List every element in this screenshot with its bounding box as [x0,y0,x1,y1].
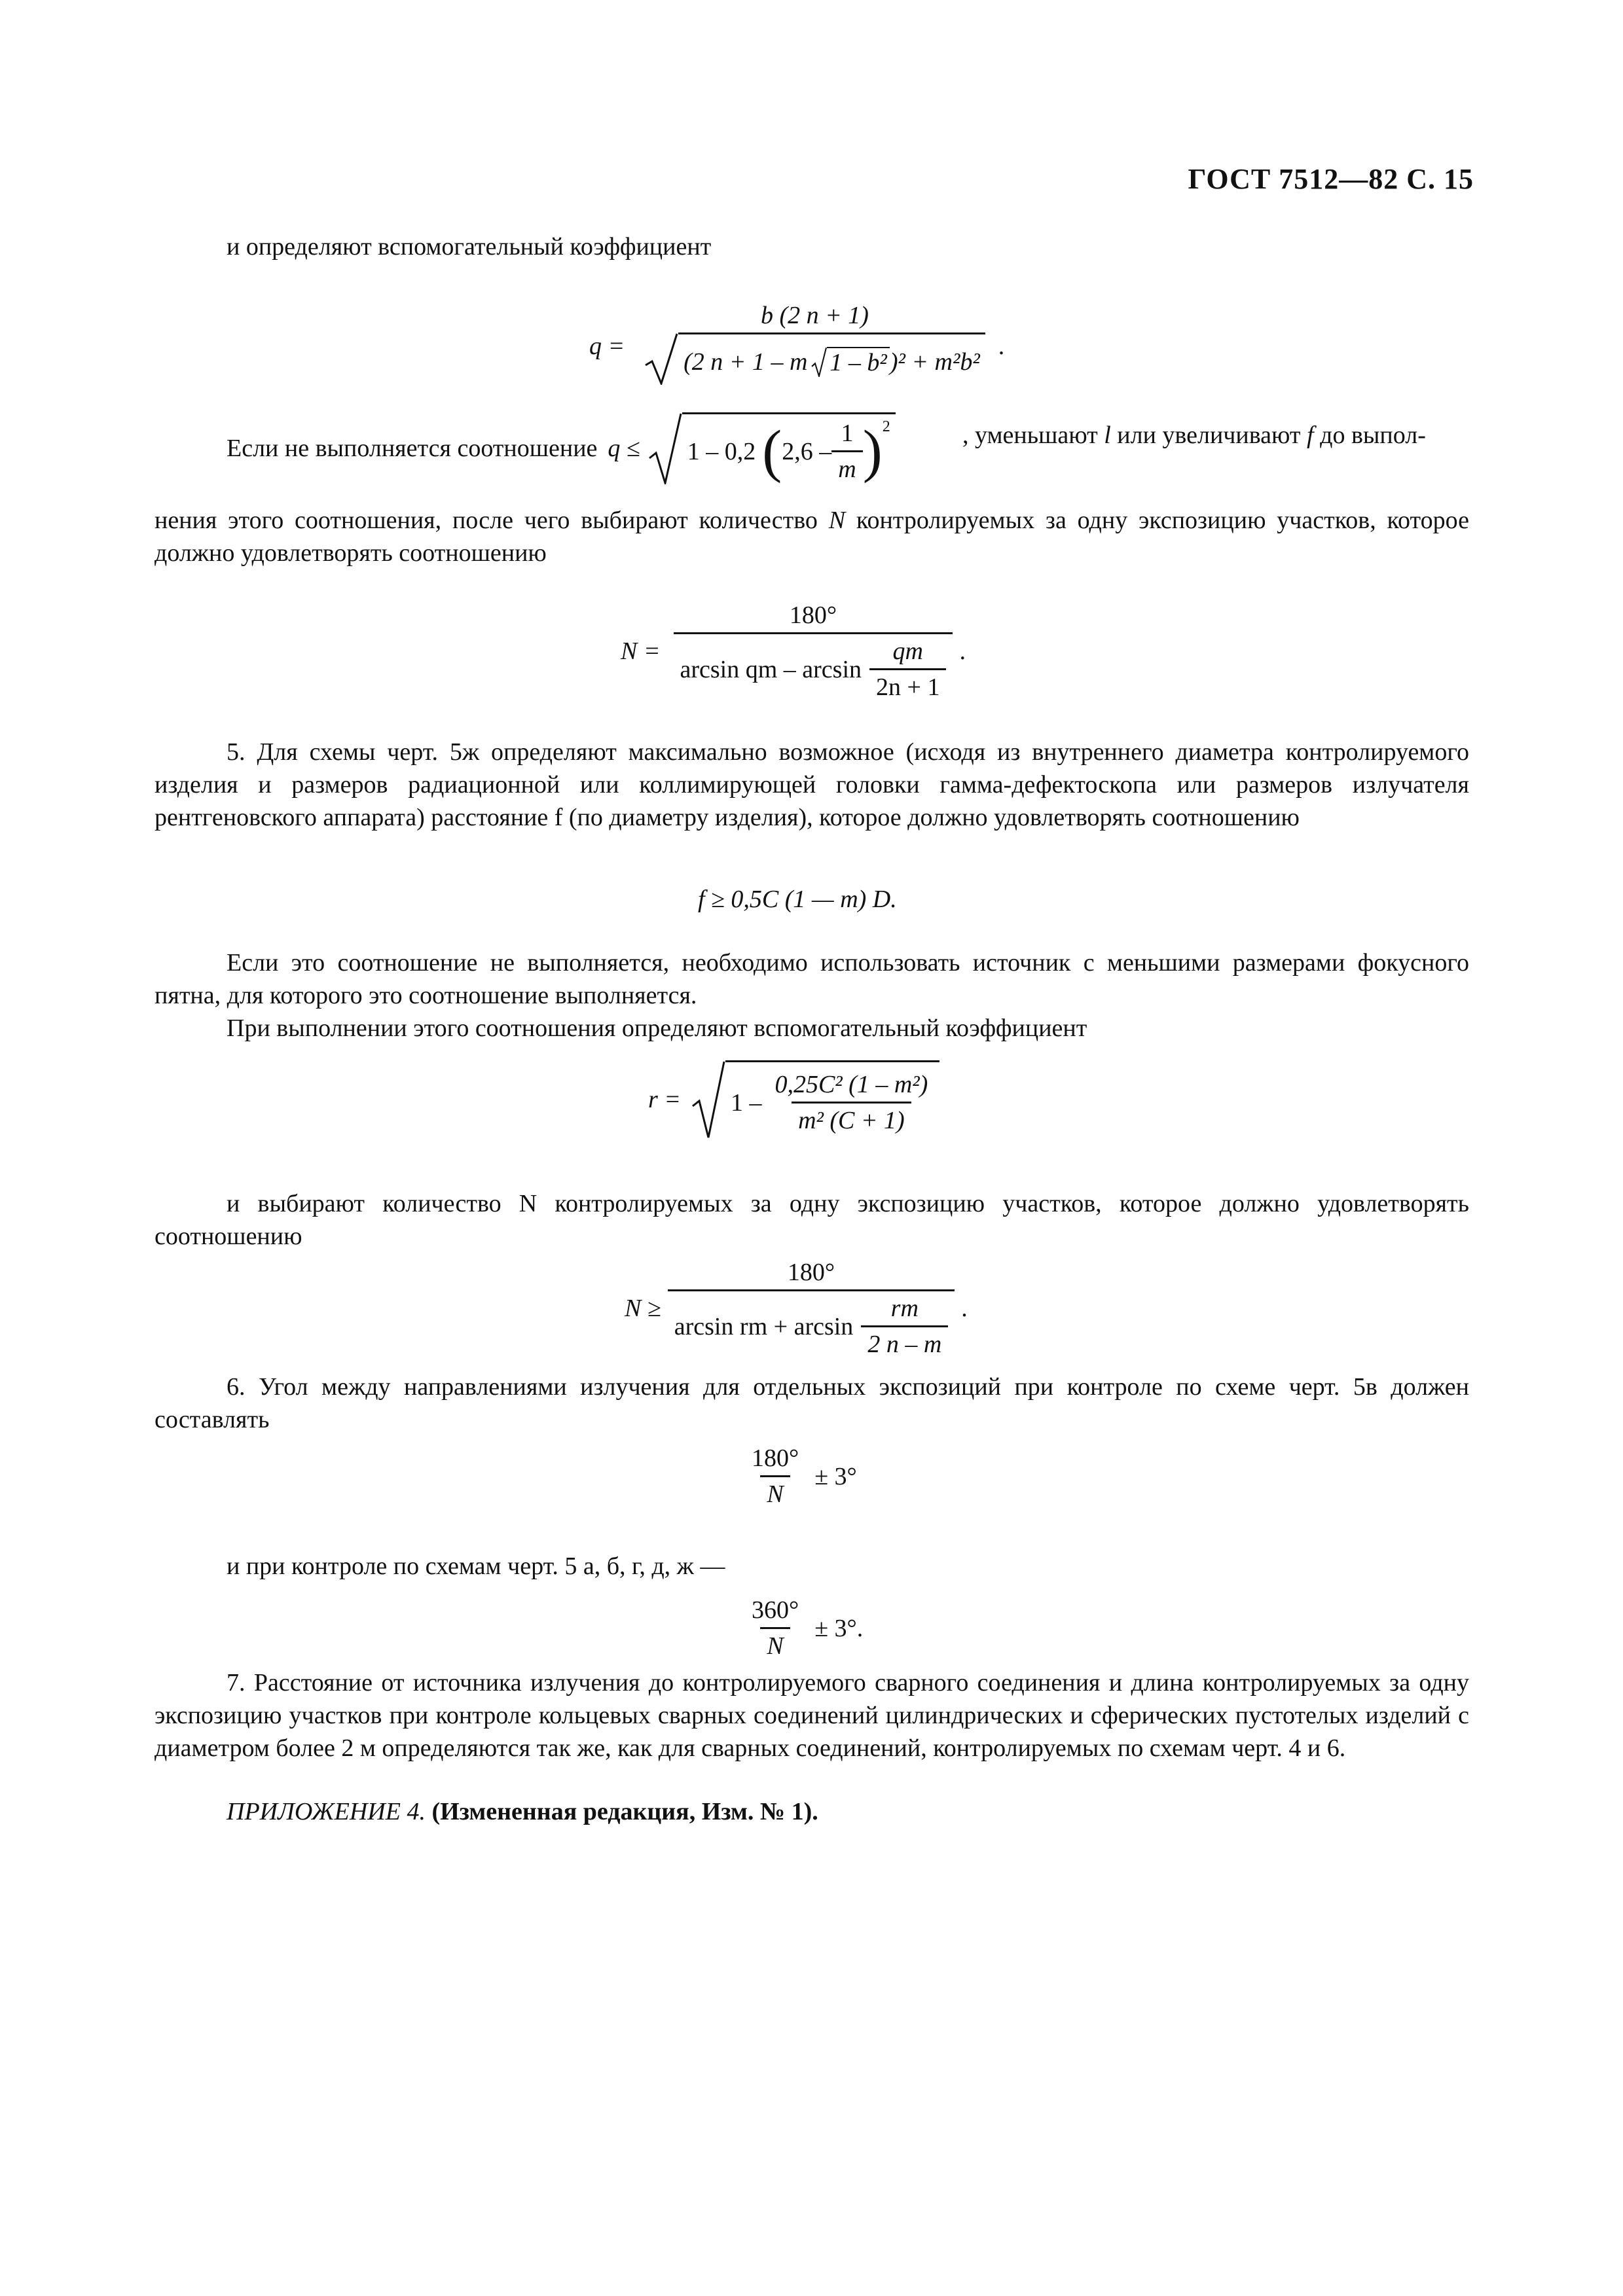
paragraph-section-5: 5. Для схемы черт. 5ж определяют максимально возможное (исходя из внутреннего диаметра контролируемого изделия и размеров радиационной или коллимирующей головки гамма-дефектоскопа или размеров излучателя рентгеновского аппарата) расстояние f (по диаметру изделия), которое должно удовлетворять соотношению [155,738,1469,831]
formula-angle-360: $\frac{360^\circ}{N}$ ± 3°. [752,1596,864,1660]
formula-q-fraction [638,301,992,391]
formula-q: q = b (2 n + 1) (2 n + 1 – m 1 – b² )² + m²b² . [589,301,1004,391]
formula-n-equals: N = 180° arcsin qm – arcsin $\frac{qm}{2n + 1}$ . [621,601,966,701]
formula-q-sqrt [644,332,985,385]
amendment-note: ПРИЛОЖЕНИЕ 4. (Измененная редакция, Изм. № 1). [227,1798,818,1825]
condition-sqrt: 1 – 0,2 ( 2,6 – $\frac{1}{m}$ ) $^2$ [648,412,896,484]
formula-q-den-b: )² + m²b² [889,348,980,376]
paragraph-intro: и определяют вспомогательный коэффициент [227,233,712,260]
formula-q-lhs: q = [589,332,625,360]
formula-q-numerator: b (2 n + 1) [760,302,869,329]
formula-q-den-a: (2 n + 1 – m [684,348,808,376]
paragraph-condition-tail-2: нения этого соотношения, после чего выбирают количество N контролируемых за одну экспозицию участков, которое должно удовлетворять соотношению [155,507,1469,567]
paragraph-condition-fail: Если это соотношение не выполняется, необходимо использовать источник с меньшими размерами фокусного пятна, для которого это соотношение выполняется. [155,949,1469,1009]
paragraph-select-count: и выбирают количество N контролируемых за одну экспозицию участков, которое должно удовлетворять соотношению [155,1190,1469,1250]
formula-angle-180: $\frac{180^\circ}{N}$ ± 3° [752,1444,857,1508]
formula-q-inner-sqrt: 1 – b² [811,347,889,377]
formula-q-condition: Если не выполняется соотношение q ≤ 1 – 0,2 ( 2,6 – $\frac{1}{m}$ ) $^2$ [227,412,896,484]
formula-n-greater: N ≥ 180° arcsin rm + arcsin $\frac{rm}{2 n - m}$ . [625,1259,968,1358]
paragraph-section-6: 6. Угол между направлениями излучения для отдельных экспозиций при контроле по схеме черт. 5в должен составлять [155,1373,1469,1433]
paragraph-schemes: и при контроле по схемам черт. 5 а, б, г, д, ж — [227,1552,725,1580]
paragraph-section-7: 7. Расстояние от источника излучения до контролируемого сварного соединения и длина контролируемых за одну экспозицию участков при контроле кольцевых сварных соединений цилиндрических и сферических пустотелых изделий с диаметром более 2 м определяются так же, как для сварных соединений, контролируемых по схемам черт. 4 и 6. [155,1669,1469,1762]
formula-f-inequality: f ≥ 0,5C (1 — m) D. [698,886,897,913]
formula-r: r = 1 – $\frac{\text{0,25C² (1 – m²)}}{\text{m² (C + 1)}}$ [648,1060,939,1139]
paragraph-coefficient: При выполнении этого соотношения определяют вспомогательный коэффициент [227,1014,1087,1042]
paragraph-condition-tail-1: , уменьшают l или увеличивают f до выпол- [962,422,1426,449]
condition-lead-text: Если не выполняется соотношение [227,435,598,462]
page-header: ГОСТ 7512—82 С. 15 [1188,163,1474,195]
